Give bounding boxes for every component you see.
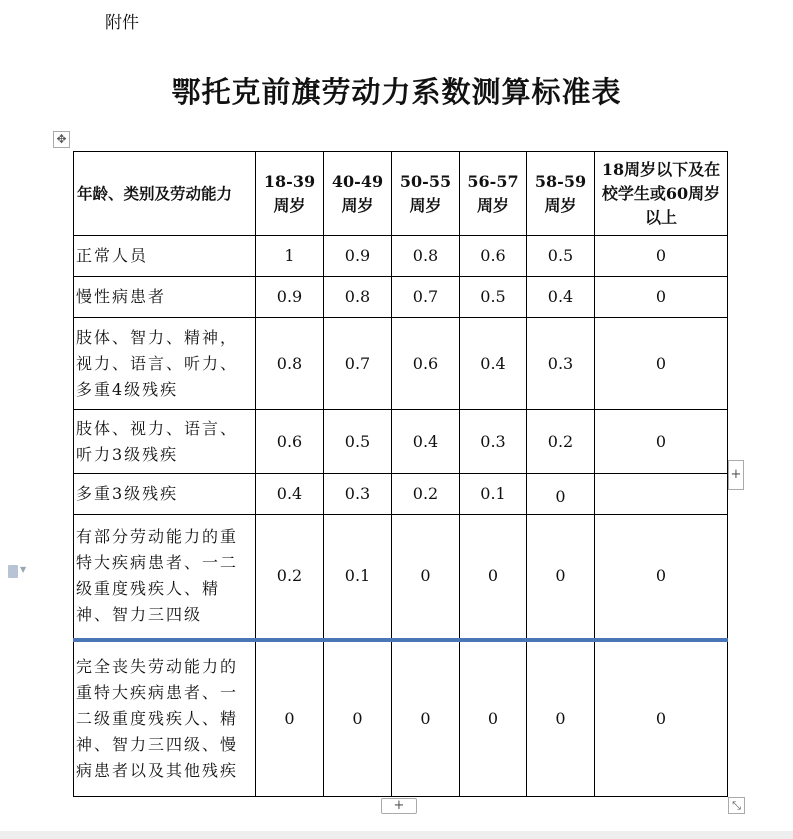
cell-value: 0 [324, 640, 392, 797]
table-row [74, 318, 728, 410]
add-row-button[interactable]: + [728, 460, 744, 490]
cell-value: 0.2 [256, 515, 324, 640]
header-age-40-49: 40-49周岁 [324, 152, 392, 236]
cell-value: 0 [595, 410, 728, 474]
row-label: 多重3级残疾 [74, 474, 256, 515]
cell-value: 1 [256, 236, 324, 277]
table-row [74, 236, 728, 277]
cell-value: 0.8 [392, 236, 460, 277]
bottom-bar [0, 831, 793, 839]
cell-value: 0 [392, 640, 460, 797]
standard-table [73, 151, 728, 797]
attachment-label: 附件 [105, 13, 139, 33]
cell-value: 0.5 [324, 410, 392, 474]
row-label: 肢体、智力、精神，视力、语言、听力、多重4级残疾 [74, 318, 256, 410]
cell-value: 0.6 [460, 236, 527, 277]
add-column-button[interactable]: + [381, 798, 417, 814]
cell-value: 0 [460, 515, 527, 640]
table-row [74, 640, 728, 797]
chevron-down-icon: ▼ [20, 565, 27, 574]
cell-value: 0.5 [527, 236, 595, 277]
header-age-18-39: 18-39周岁 [256, 152, 324, 236]
row-label: 肢体、视力、语言、听力3级残疾 [74, 410, 256, 474]
page-icon [8, 565, 18, 578]
cell-value: 0.1 [324, 515, 392, 640]
cell-value: 0.2 [392, 474, 460, 515]
cell-value [595, 474, 728, 515]
cell-value: 0 [392, 515, 460, 640]
cell-value: 0.4 [392, 410, 460, 474]
cell-value: 0 [595, 640, 728, 797]
cell-value: 0 [595, 277, 728, 318]
document-icon[interactable] [8, 565, 32, 579]
header-age-58-59: 58-59周岁 [527, 152, 595, 236]
header-row [74, 152, 728, 236]
cell-value: 0.6 [392, 318, 460, 410]
cell-value: 0.4 [256, 474, 324, 515]
cell-value: 0 [595, 515, 728, 640]
cell-value: 0.9 [256, 277, 324, 318]
cell-value: 0.5 [460, 277, 527, 318]
header-category: 年龄、类别及劳动能力 [74, 152, 256, 236]
page-title: 鄂托克前旗劳动力系数测算标准表 [171, 75, 622, 109]
cell-value: 0 [595, 236, 728, 277]
table-row [74, 474, 728, 515]
cell-value: 0 [256, 640, 324, 797]
cell-value: 0 [595, 318, 728, 410]
cell-value: 0.7 [392, 277, 460, 318]
table-row [74, 410, 728, 474]
row-label: 慢性病患者 [74, 277, 256, 318]
table-row [74, 515, 728, 640]
cell-value: 0.9 [324, 236, 392, 277]
cell-value: 0.8 [324, 277, 392, 318]
table-resize-icon[interactable]: ⤡ [728, 797, 745, 814]
cell-value: 0.4 [460, 318, 527, 410]
cell-value: 0 [527, 474, 595, 515]
cell-value: 0.3 [527, 318, 595, 410]
cell-value: 0.1 [460, 474, 527, 515]
cell-value: 0.7 [324, 318, 392, 410]
row-label: 完全丧失劳动能力的重特大疾病患者、一二级重度残疾人、精神、智力三四级、慢病患者以及其他残疾 [74, 640, 256, 797]
row-label: 有部分劳动能力的重特大疾病患者、一二级重度残疾人、精神、智力三四级 [74, 515, 256, 640]
cell-value: 0.3 [460, 410, 527, 474]
cell-value: 0.3 [324, 474, 392, 515]
cell-value: 0.6 [256, 410, 324, 474]
cell-value: 0 [527, 515, 595, 640]
header-age-50-55: 50-55周岁 [392, 152, 460, 236]
table-move-icon[interactable]: ✥ [53, 131, 70, 148]
header-age-other: 18周岁以下及在校学生或60周岁以上 [595, 152, 728, 236]
cell-value: 0 [460, 640, 527, 797]
table-row [74, 277, 728, 318]
header-age-56-57: 56-57周岁 [460, 152, 527, 236]
cell-value: 0 [527, 640, 595, 797]
row-label: 正常人员 [74, 236, 256, 277]
cell-value: 0.4 [527, 277, 595, 318]
cell-value: 0.2 [527, 410, 595, 474]
cell-value: 0.8 [256, 318, 324, 410]
